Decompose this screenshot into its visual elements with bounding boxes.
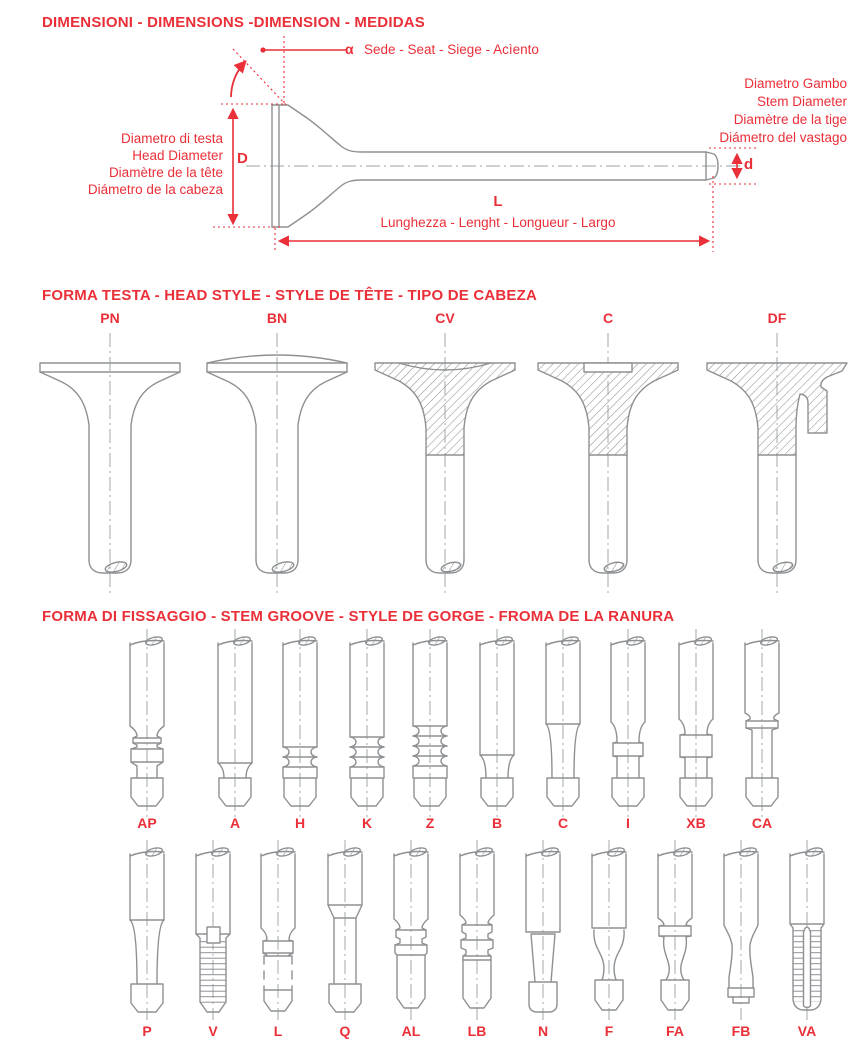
head-style-code-pn: PN [100, 310, 120, 326]
stem-groove-code-i: I [626, 815, 630, 831]
stem-diameter-line-es: Diámetro del vastago [719, 130, 847, 145]
head-style-code-c: C [602, 310, 614, 326]
head-style-drawings [40, 355, 847, 574]
stem-diameter-symbol: d [744, 156, 754, 173]
head-style-code-bn: BN [266, 310, 288, 326]
stem-groove-code-ca: CA [751, 815, 773, 831]
head-diameter-line-es: Diámetro de la cabeza [87, 182, 223, 197]
head-diameter-line-it: Diametro di testa [120, 131, 223, 146]
stem-groove-code-c: C [557, 815, 569, 831]
seat-angle-arc [231, 62, 245, 97]
stem-groove-code-z: Z [425, 815, 435, 831]
seat-angle-symbol: α [345, 41, 354, 57]
stem-groove-code-h: H [294, 815, 306, 831]
stem-groove-code-p: P [142, 1023, 152, 1039]
stem-groove-code-xb: XB [686, 815, 706, 831]
stem-groove-code-f: F [604, 1023, 614, 1039]
stem-groove-code-ap: AP [137, 815, 157, 831]
stem-groove-section-title: FORMA DI FISSAGGIO - STEM GROOVE - STYLE DE GORGE - FROMA DE LA RANURA [42, 608, 675, 625]
stem-groove-code-b: B [491, 815, 503, 831]
head-style-code-df: DF [767, 310, 787, 326]
head-style-drawing-c [538, 363, 678, 573]
stem-groove-code-k: K [361, 815, 373, 831]
stem-groove-code-q: Q [339, 1023, 351, 1039]
stem-groove-code-va: VA [797, 1023, 817, 1039]
head-styles-section-title: FORMA TESTA - HEAD STYLE - STYLE DE TÊTE - TIPO DE CABEZA [42, 287, 538, 304]
stem-groove-code-n: N [537, 1023, 549, 1039]
stem-diameter-label [545, 75, 847, 147]
stem-groove-code-a: A [229, 815, 241, 831]
head-diameter-line-fr: Diamètre de la tête [108, 165, 223, 180]
head-diameter-symbol: D [237, 150, 248, 167]
head-style-code-cv: CV [435, 310, 455, 326]
stem-groove-code-v: V [208, 1023, 218, 1039]
stem-groove-code-l: L [273, 1023, 283, 1039]
head-diameter-label [40, 130, 223, 198]
stem-diameter-line-fr: Diamètre de la tige [733, 112, 847, 127]
stem-groove-code-al: AL [401, 1023, 421, 1039]
stem-groove-code-fa: FA [666, 1023, 684, 1039]
length-label: Lunghezza - Lenght - Longueur - Largo [380, 215, 616, 230]
stem-groove-drawings-row1 [130, 635, 779, 806]
stem-diameter-line-en: Stem Diameter [756, 94, 847, 109]
stem-groove-code-fb: FB [731, 1023, 751, 1039]
head-diameter-line-en: Head Diameter [132, 148, 223, 163]
dimensions-section-title: DIMENSIONI - DIMENSIONS -DIMENSION - MEDIDAS [42, 14, 425, 31]
length-symbol: L [493, 193, 503, 210]
stem-diameter-line-it: Diametro Gambo [744, 76, 847, 91]
head-style-drawing-df [707, 363, 847, 573]
stem-groove-code-lb: LB [467, 1023, 487, 1039]
head-style-drawing-cv [375, 363, 515, 573]
seat-label: Sede - Seat - Siege - Acìento [364, 42, 539, 57]
